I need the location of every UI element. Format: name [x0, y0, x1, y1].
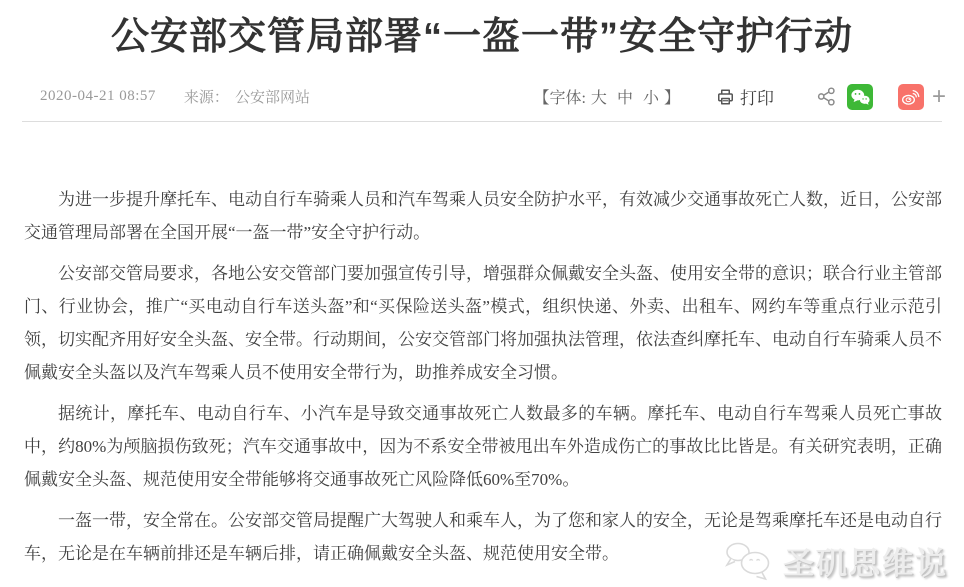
meta-bar: [40, 84, 946, 110]
weibo-share-button[interactable]: [898, 84, 924, 110]
wechat-share-button[interactable]: [847, 84, 873, 110]
article-body: [24, 183, 942, 570]
printer-icon: [716, 88, 735, 106]
source-name: 公安部网站: [234, 90, 310, 106]
watermark-text: 圣矶思维说: [783, 546, 948, 581]
wechat-icon: [850, 88, 870, 106]
share-group: [816, 84, 946, 110]
weibo-icon: [901, 88, 921, 106]
source-label: 来源：: [183, 90, 229, 106]
share-nodes-icon: [816, 86, 837, 107]
article-page: [0, 14, 964, 587]
font-size-small[interactable]: 小: [642, 90, 659, 107]
font-control-label-close: 】: [663, 90, 680, 107]
more-share-button[interactable]: [931, 82, 946, 110]
font-size-medium[interactable]: 中: [616, 90, 633, 107]
print-label: 打印: [739, 89, 774, 108]
plus-icon: +: [931, 82, 946, 110]
paragraph-2: 公安部交管局要求，各地公安交管部门要加强宣传引导，增强群众佩戴安全头盔、使用安全带的意识；联合行业主管部门、行业协会，推广“买电动自行车送头盔”和“买保险送头盔”模式，组织快递、外卖、出租车、网约车等重点行业示范引领，切实配齐用好安全头盔、安全带。行动期间，公安交管部门将加强执法管理，依法查纠摩托车、电动自行车骑乘人员不佩戴安全头盔以及汽车驾乘人员不使用安全带行为，助推养成安全习惯。: [24, 263, 942, 382]
meta-left: [40, 86, 310, 107]
paragraph-1: 为进一步提升摩托车、电动自行车骑乘人员和汽车驾乘人员安全防护水平，有效减少交通事故死亡人数，近日，公安部交通管理局部署在全国开展“一盔一带”安全守护行动。: [24, 189, 942, 242]
font-control-label: 【字体:: [533, 90, 586, 107]
paragraph-3: 据统计，摩托车、电动自行车、小汽车是导致交通事故死亡人数最多的车辆。摩托车、电动自行车驾乘人员死亡事故中，约80%为颅脑损伤致死；汽车交通事故中，因为不系安全带被甩出车外造成伤亡的事故比比皆是。有关研究表明，正确佩戴安全头盔、规范使用安全带能够将交通事故死亡风险降低60%至70%。: [24, 403, 942, 489]
publish-date: 2020-04-21 08:57: [40, 88, 156, 104]
font-size-control: [533, 85, 680, 108]
page-title: 公安部交管局部署“一盔一带”安全守护行动: [110, 16, 853, 58]
print-button[interactable]: [716, 84, 774, 109]
meta-right: [533, 84, 946, 110]
divider: [22, 121, 942, 122]
paragraph-4: 一盔一带，安全常在。公安部交管局提醒广大驾驶人和乘车人，为了您和家人的安全，无论是驾乘摩托车还是电动自行车，无论是在车辆前排还是车辆后排，请正确佩戴安全头盔、规范使用安全带。: [24, 510, 942, 563]
font-size-large[interactable]: 大: [590, 90, 607, 107]
share-button[interactable]: [816, 86, 837, 107]
